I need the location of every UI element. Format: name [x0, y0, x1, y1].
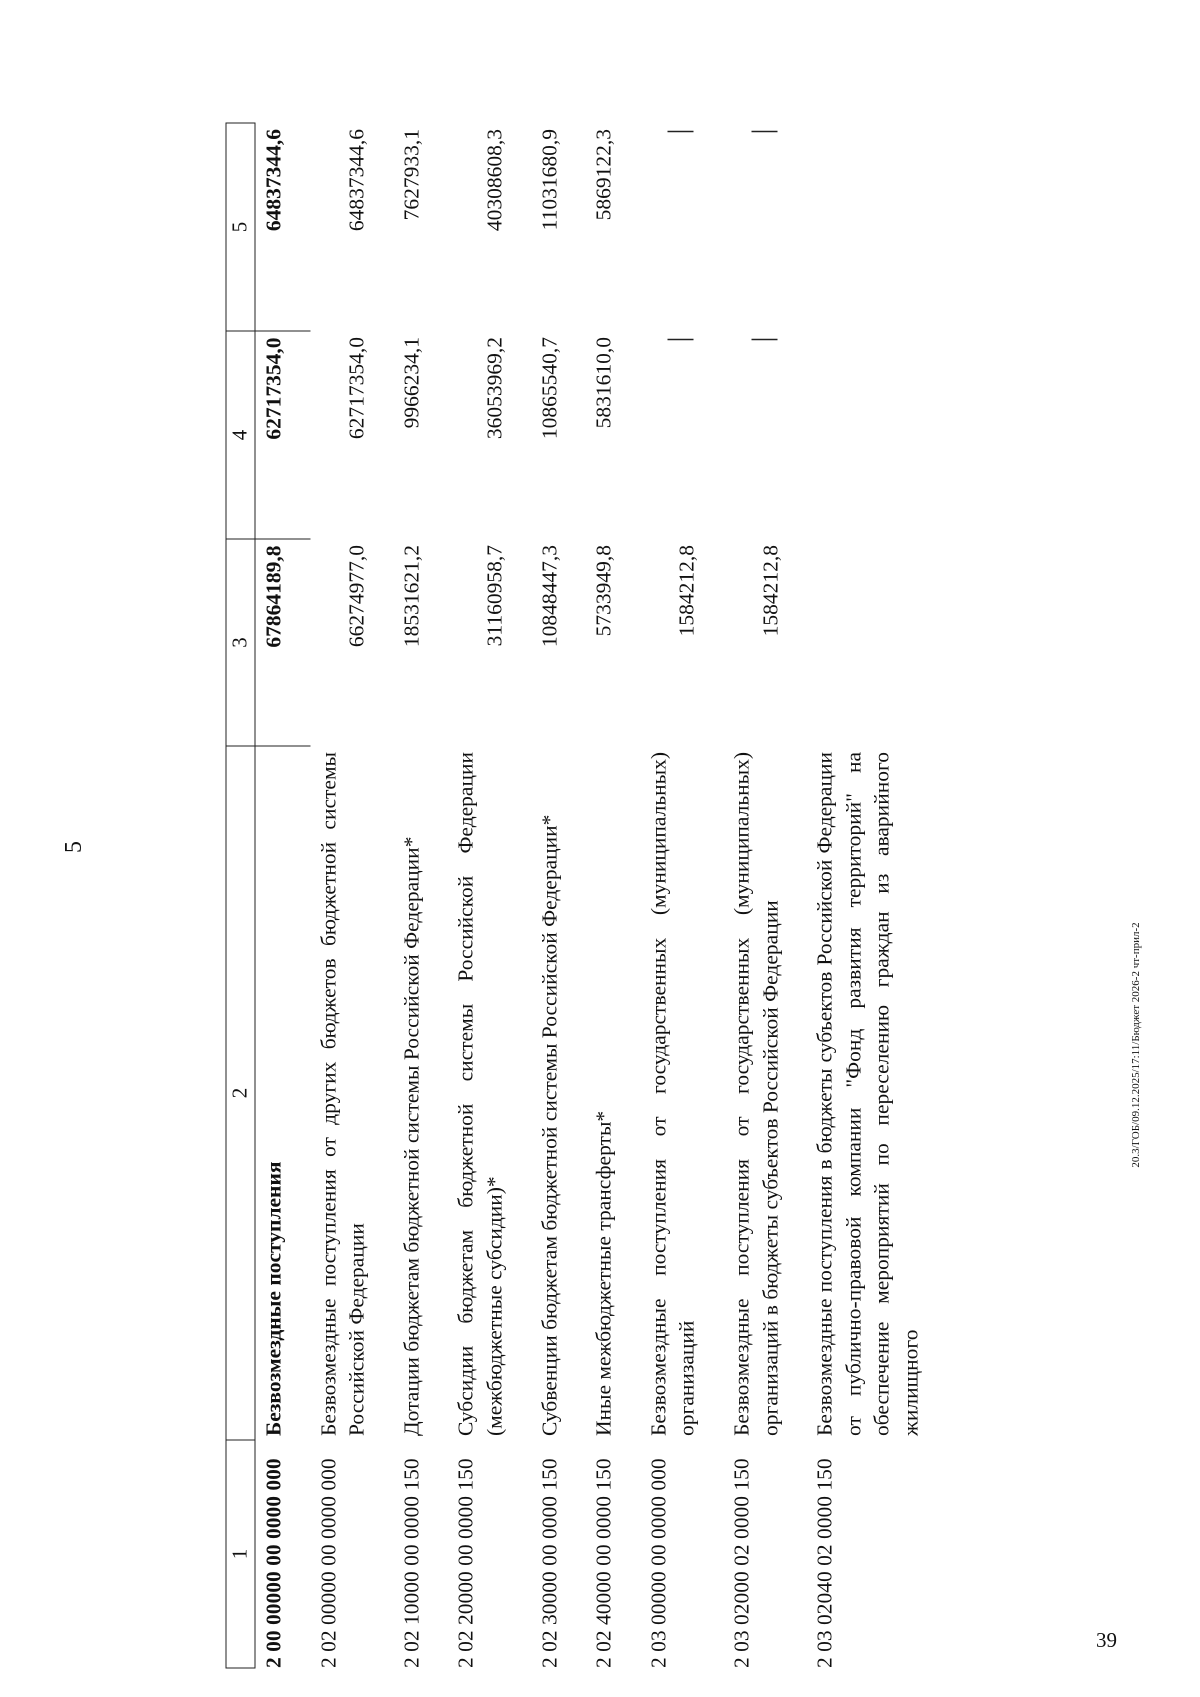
revenue-table-rotated	[225, 124, 1135, 1669]
row-name: Иные межбюджетные трансферты*	[591, 1110, 616, 1436]
row-value-3	[806, 539, 946, 746]
row-value-3: 1584212,8	[674, 545, 699, 637]
document-footer-code: 20.3/ГОБ/09.12.2025/17:11/Бюджет 2026-2 чт-прил-2	[1130, 922, 1142, 1168]
table-row	[447, 123, 530, 1668]
row-name: Субвенции бюджетам бюджетной системы Российской Федерации*	[536, 814, 561, 1436]
row-value-3: 18531621,2	[398, 545, 423, 648]
row-value-5: 64837344,6	[344, 129, 369, 232]
dash-mark	[751, 131, 777, 133]
dash-mark	[751, 339, 777, 341]
row-value-5: 11031680,9	[536, 129, 561, 231]
row-code: 2 02 10000 00 0000 150	[398, 1458, 423, 1668]
table-row	[585, 123, 640, 1668]
row-value-5: 64837344,6	[255, 123, 310, 331]
header-col-5: 5	[226, 123, 255, 331]
page-number-bottom: 39	[1096, 1628, 1117, 1652]
row-code: 2 02 20000 00 0000 150	[453, 1458, 478, 1668]
row-name: Безвозмездные поступления от государственных (муниципальных) организаций	[645, 752, 699, 1436]
row-value-4-empty	[640, 331, 723, 539]
row-value-3: 5733949,8	[591, 545, 616, 637]
row-value-4	[806, 331, 946, 539]
row-name: Дотации бюджетам бюджетной системы Российской Федерации*	[398, 836, 423, 1436]
row-value-3: 31160958,7	[481, 545, 506, 647]
row-value-3: 66274977,0	[344, 545, 369, 648]
row-value-4: 62717354,0	[255, 331, 310, 539]
row-name: Безвозмездные поступления	[261, 1161, 285, 1436]
row-value-5: 7627933,1	[398, 129, 423, 221]
table-row	[393, 123, 448, 1668]
header-col-3: 3	[226, 539, 255, 746]
row-value-4: 10865540,7	[536, 337, 561, 440]
header-row	[226, 123, 255, 1668]
table-row	[723, 123, 806, 1668]
row-value-5: 5869122,3	[591, 129, 616, 221]
page-number-top: 5	[61, 841, 87, 853]
row-code: 2 03 02040 02 0000 150	[812, 1458, 837, 1668]
row-value-4: 36053969,2	[481, 337, 506, 440]
table-row	[640, 123, 723, 1668]
row-name: Безвозмездные поступления в бюджеты субъектов Российской Федерации от публично-правовой компании "Фонд развития территорий" на обеспечение мероприятий по переселению граждан из аварийного жилищного	[812, 752, 922, 1436]
row-value-4: 62717354,0	[344, 337, 369, 440]
table-row	[310, 123, 393, 1668]
row-value-5-empty	[640, 123, 723, 331]
row-value-3: 10848447,3	[536, 545, 561, 648]
header-col-1: 1	[226, 1440, 255, 1668]
row-value-5: 40308608,3	[481, 129, 506, 232]
row-code: 2 02 40000 00 0000 150	[591, 1458, 616, 1668]
row-value-3: 1584212,8	[757, 545, 782, 637]
row-value-4: 5831610,0	[591, 337, 616, 429]
row-code: 2 02 30000 00 0000 150	[536, 1458, 561, 1668]
table-row	[531, 123, 586, 1668]
header-col-4: 4	[226, 331, 255, 539]
revenue-table	[225, 123, 947, 1669]
dash-mark	[667, 339, 693, 341]
row-name: Безвозмездные поступления от государственных (муниципальных) организаций в бюджеты субъектов Российской Федерации	[728, 752, 782, 1436]
table-row	[806, 123, 946, 1668]
row-value-3: 67864189,8	[255, 539, 310, 746]
table-row	[255, 123, 310, 1668]
row-code: 2 02 00000 00 0000 000	[315, 1458, 340, 1668]
row-value-4: 9966234,1	[398, 337, 423, 429]
row-name: Субсидии бюджетам бюджетной системы Российской Федерации (межбюджетные субсидии)*	[453, 752, 506, 1436]
row-value-5	[806, 123, 946, 331]
row-value-5-empty	[723, 123, 806, 331]
row-code: 2 03 00000 00 0000 000	[645, 1458, 670, 1668]
row-code: 2 03 02000 02 0000 150	[728, 1458, 753, 1668]
row-value-4-empty	[723, 331, 806, 539]
row-code: 2 00 00000 00 0000 000	[261, 1458, 285, 1668]
dash-mark	[667, 131, 693, 133]
row-name: Безвозмездные поступления от других бюджетов бюджетной системы Российской Федерации	[315, 752, 369, 1436]
header-col-2: 2	[226, 746, 255, 1440]
